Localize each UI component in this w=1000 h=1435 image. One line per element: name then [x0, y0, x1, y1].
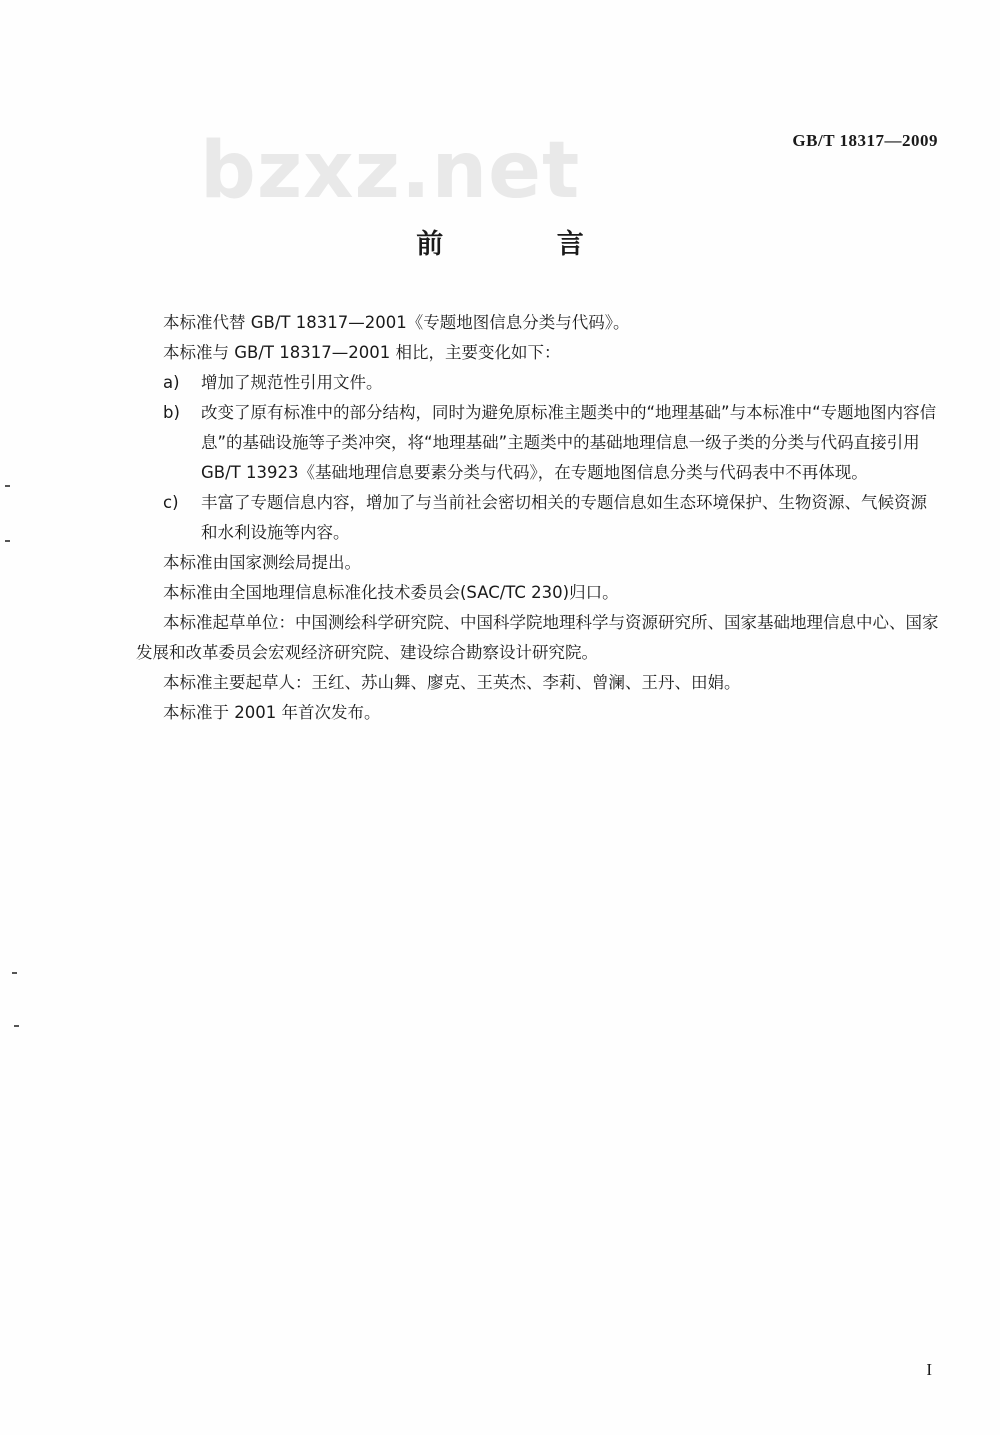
paragraph-proposer: 本标准由国家测绘局提出。 — [163, 553, 361, 572]
paragraph-drafters: 本标准主要起草人：王红、苏山舞、廖克、王英杰、李莉、曾澜、王丹、田娟。 — [163, 673, 741, 692]
list-item-a — [163, 368, 943, 398]
page-title: 前 言 — [416, 229, 636, 260]
scan-speck — [5, 485, 10, 487]
list-item-text: 改变了原有标准中的部分结构，同时为避免原标准主题类中的“地理基础”与本标准中“专题地图内容信息”的基础设施等子类冲突，将“地理基础”主题类中的基础地理信息一级子类的分类与代码直接引用 GB/T 13923《基础地理信息要素分类与代码》，在专题地图信息分类与代码表中不再体现。 — [201, 403, 937, 482]
list-marker: b) — [163, 403, 180, 422]
paragraph-replaces: 本标准代替 GB/T 18317—2001《专题地图信息分类与代码》。 — [163, 313, 630, 332]
page-number: I — [926, 1360, 932, 1379]
list-item-b — [163, 398, 943, 488]
watermark: bzxz.net — [200, 126, 581, 216]
scan-speck — [12, 972, 17, 974]
scan-speck — [5, 540, 10, 542]
paragraph-first-release: 本标准于 2001 年首次发布。 — [163, 703, 381, 722]
paragraph-drafting-units: 本标准起草单位：中国测绘科学研究院、中国科学院地理科学与资源研究所、国家基础地理信息中心、国家发展和改革委员会宏观经济研究院、建设综合勘察设计研究院。 — [136, 613, 939, 662]
list-item-text: 丰富了专题信息内容，增加了与当前社会密切相关的专题信息如生态环境保护、生物资源、气候资源和水利设施等内容。 — [201, 493, 927, 542]
list-item-text: 增加了规范性引用文件。 — [201, 373, 383, 392]
paragraph-committee: 本标准由全国地理信息标准化技术委员会(SAC/TC 230)归口。 — [163, 583, 619, 602]
document-body — [136, 308, 943, 728]
standard-number: GB/T 18317—2009 — [792, 131, 938, 150]
paragraph-changes-intro: 本标准与 GB/T 18317—2001 相比，主要变化如下： — [163, 343, 561, 362]
scan-speck — [14, 1025, 19, 1027]
list-marker: c) — [163, 493, 179, 512]
list-marker: a) — [163, 373, 180, 392]
list-item-c — [163, 488, 943, 548]
